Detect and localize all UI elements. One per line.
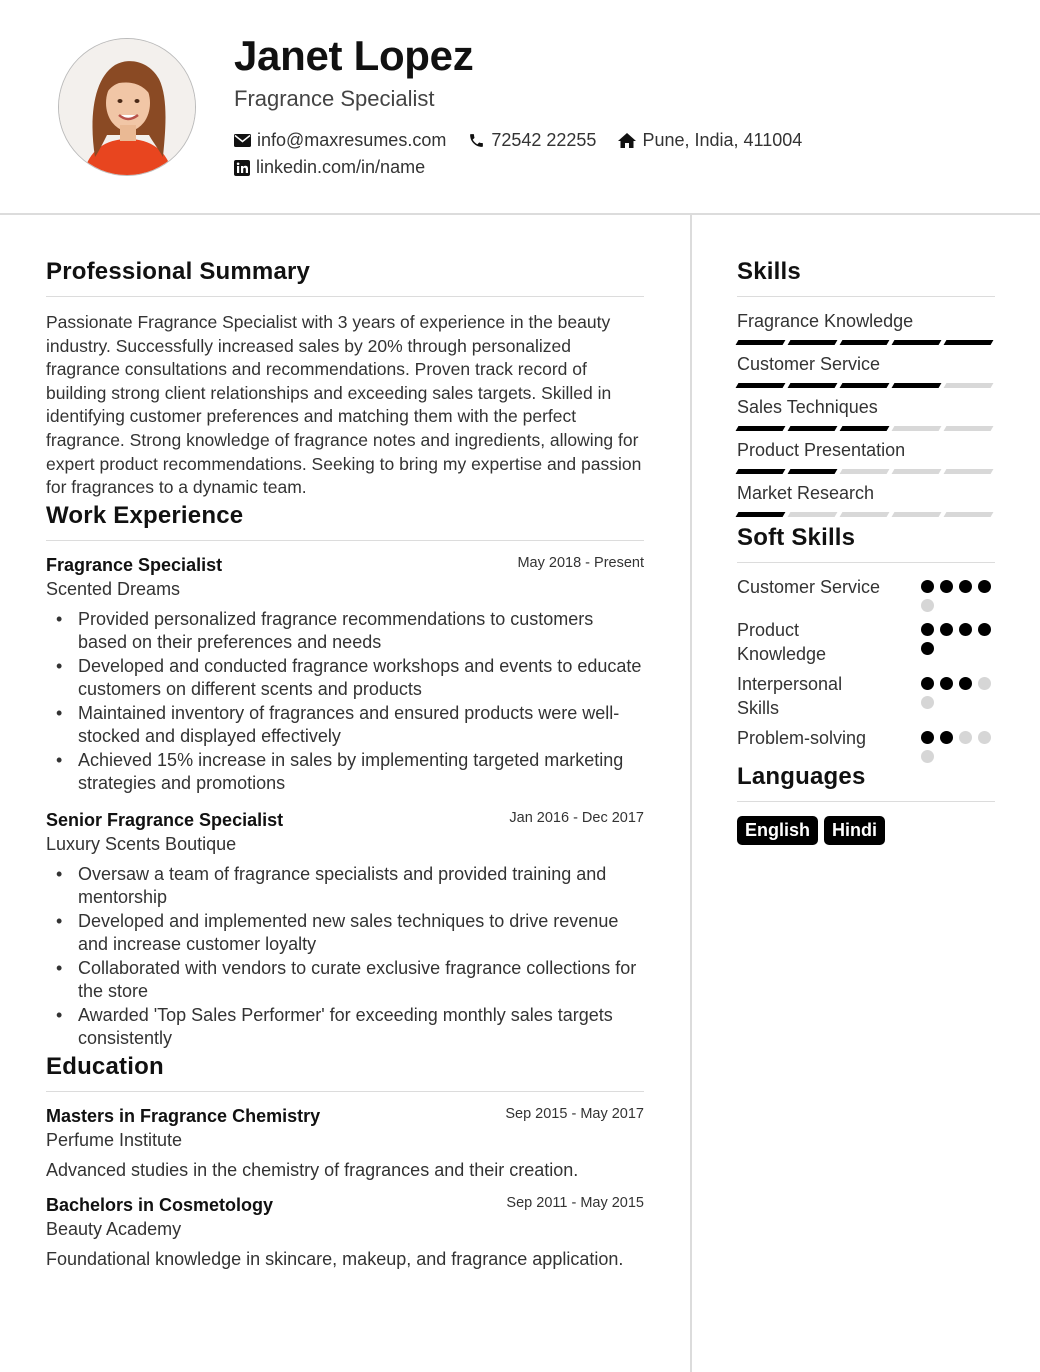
rating-dot — [921, 677, 934, 690]
language-badge: English — [737, 816, 818, 845]
skill-level-segment — [840, 426, 890, 431]
skill-level-segment — [944, 512, 994, 517]
soft-skill-name: Problem-solving — [737, 728, 867, 748]
soft-skill-rating — [921, 672, 995, 709]
bullet-item: • Developed and conducted fragrance workshops and events to educate customers on different scents and products — [46, 655, 644, 702]
rating-dot — [921, 599, 934, 612]
skill-level-segment — [892, 383, 942, 388]
education-date: Sep 2015 - May 2017 — [505, 1105, 644, 1122]
soft-skill-rating — [921, 618, 995, 655]
education-description: Advanced studies in the chemistry of fragrances and their creation. — [46, 1159, 579, 1180]
bullet-item: • Collaborated with vendors to curate exclusive fragrance collections for the store — [46, 957, 644, 1004]
contact-linkedin[interactable] — [234, 157, 425, 178]
skill-level-segment — [892, 512, 942, 517]
bullet-item: • Provided personalized fragrance recommendations to customers based on their preferences and needs — [46, 608, 644, 655]
skill-level-bar — [737, 383, 995, 388]
rating-dot — [921, 696, 934, 709]
skill-name: Product Presentation — [737, 440, 906, 460]
rating-dot — [921, 580, 934, 593]
rating-dot — [940, 677, 953, 690]
skill-level-segment — [840, 383, 890, 388]
rating-dot — [978, 677, 991, 690]
school-name: Beauty Academy — [46, 1218, 182, 1239]
skill-level-bar — [737, 512, 995, 517]
job-company: Luxury Scents Boutique — [46, 833, 237, 854]
bullet-item: • Maintained inventory of fragrances and ensured products were well-stocked and displayed effectively — [46, 702, 644, 749]
location-text: Pune, India, 411004 — [642, 130, 803, 150]
job-title: Fragrance Specialist — [46, 554, 223, 575]
school-name: Perfume Institute — [46, 1129, 183, 1150]
job-date: May 2018 - Present — [517, 554, 644, 571]
candidate-name: Janet Lopez — [234, 32, 474, 79]
skill-item — [737, 397, 995, 431]
skill-level-segment — [944, 383, 994, 388]
soft-skill-rating — [921, 575, 995, 612]
skill-level-segment — [788, 426, 838, 431]
bullet-item: • Achieved 15% increase in sales by implementing targeted marketing strategies and promotions — [46, 749, 644, 796]
skill-level-segment — [892, 340, 942, 345]
contact-row — [234, 130, 824, 151]
contact-phone[interactable] — [468, 130, 596, 151]
envelope-icon — [234, 134, 251, 147]
education-heading: Education — [46, 1053, 644, 1092]
skill-level-bar — [737, 469, 995, 474]
contact-row-2 — [234, 157, 447, 178]
soft-skill-name: Interpersonal Skills — [737, 674, 843, 718]
column-divider — [690, 215, 692, 1372]
contact-location — [618, 130, 802, 151]
rating-dot — [978, 731, 991, 744]
home-icon — [618, 133, 636, 148]
skill-name: Sales Techniques — [737, 397, 878, 417]
job-entry — [46, 555, 644, 796]
job-bullets — [46, 608, 644, 796]
rating-dot — [940, 731, 953, 744]
language-badge: Hindi — [824, 816, 885, 845]
job-company: Scented Dreams — [46, 578, 181, 599]
bullet-item: • Developed and implemented new sales techniques to drive revenue and increase customer loyalty — [46, 910, 644, 957]
rating-dot — [921, 731, 934, 744]
rating-dot — [940, 580, 953, 593]
job-bullets — [46, 863, 644, 1051]
rating-dot — [921, 642, 934, 655]
skill-level-segment — [736, 383, 786, 388]
skill-level-segment — [736, 469, 786, 474]
experience-heading: Work Experience — [46, 502, 644, 541]
bullet-item: • Awarded 'Top Sales Performer' for exceeding monthly sales targets consistently — [46, 1004, 644, 1051]
skill-item — [737, 354, 995, 388]
rating-dot — [959, 677, 972, 690]
skill-name: Fragrance Knowledge — [737, 311, 914, 331]
education-entry — [46, 1195, 644, 1270]
skill-level-segment — [944, 469, 994, 474]
skill-level-segment — [788, 512, 838, 517]
skill-level-segment — [736, 340, 786, 345]
email-text: info@maxresumes.com — [257, 130, 447, 150]
skills-list — [737, 311, 995, 517]
education-date: Sep 2011 - May 2015 — [506, 1194, 644, 1211]
soft-skill-item — [737, 618, 995, 666]
soft-skill-item — [737, 726, 995, 763]
job-title: Senior Fragrance Specialist — [46, 809, 284, 830]
sidebar-column — [737, 258, 995, 845]
rating-dot — [959, 623, 972, 636]
skill-level-segment — [892, 426, 942, 431]
soft-skills-list — [737, 575, 995, 763]
skill-level-segment — [840, 340, 890, 345]
skill-level-segment — [840, 512, 890, 517]
rating-dot — [959, 731, 972, 744]
soft-skill-item — [737, 575, 995, 612]
rating-dot — [921, 750, 934, 763]
skill-level-segment — [788, 340, 838, 345]
degree-title: Masters in Fragrance Chemistry — [46, 1105, 321, 1126]
linkedin-icon — [234, 160, 250, 176]
phone-icon — [468, 132, 485, 149]
summary-heading: Professional Summary — [46, 258, 644, 297]
profile-photo — [58, 38, 196, 176]
rating-dot — [978, 580, 991, 593]
soft-skill-rating — [921, 726, 995, 763]
languages-heading: Languages — [737, 763, 995, 802]
skill-level-segment — [944, 426, 994, 431]
education-entry — [46, 1106, 644, 1181]
skill-level-segment — [736, 426, 786, 431]
resume-header — [0, 0, 1040, 215]
skill-level-segment — [944, 340, 994, 345]
summary-text: Passionate Fragrance Specialist with 3 years of experience in the beauty industry. Successfully increased sales by 20% through personalized fragrance consultations and recommendations. Proven track record of building strong client relationships and exceeding sales targets. Skilled in identifying customer preferences and matching them with the perfect fragrance. Strong knowledge of fragrance notes and ingredients, allowing for expert product recommendations. Seeking to bring my expertise and passion for fragrances to a dynamic team. — [46, 312, 642, 498]
rating-dot — [940, 623, 953, 636]
phone-text: 72542 22255 — [491, 130, 597, 150]
skill-level-bar — [737, 426, 995, 431]
job-date: Jan 2016 - Dec 2017 — [509, 809, 644, 826]
candidate-title: Fragrance Specialist — [234, 86, 435, 111]
skill-name: Customer Service — [737, 354, 881, 374]
skill-name: Market Research — [737, 483, 875, 503]
skills-heading: Skills — [737, 258, 995, 297]
skill-level-segment — [892, 469, 942, 474]
contact-email[interactable] — [234, 130, 446, 151]
languages-list — [737, 816, 995, 845]
job-entry — [46, 810, 644, 1051]
rating-dot — [959, 580, 972, 593]
skill-item — [737, 311, 995, 345]
rating-dot — [921, 623, 934, 636]
linkedin-text: linkedin.com/in/name — [256, 157, 426, 177]
skill-level-segment — [840, 469, 890, 474]
degree-title: Bachelors in Cosmetology — [46, 1194, 274, 1215]
soft-skill-name: Product Knowledge — [737, 620, 827, 664]
bullet-item: • Oversaw a team of fragrance specialists and provided training and mentorship — [46, 863, 644, 910]
skill-item — [737, 483, 995, 517]
rating-dot — [978, 623, 991, 636]
soft-skill-name: Customer Service — [737, 577, 881, 597]
skill-level-segment — [788, 383, 838, 388]
skill-level-segment — [736, 512, 786, 517]
soft-skill-item — [737, 672, 995, 720]
skill-level-bar — [737, 340, 995, 345]
skill-level-segment — [788, 469, 838, 474]
education-description: Foundational knowledge in skincare, makeup, and fragrance application. — [46, 1248, 624, 1269]
main-column — [46, 258, 644, 1270]
soft-skills-heading: Soft Skills — [737, 524, 995, 563]
skill-item — [737, 440, 995, 474]
